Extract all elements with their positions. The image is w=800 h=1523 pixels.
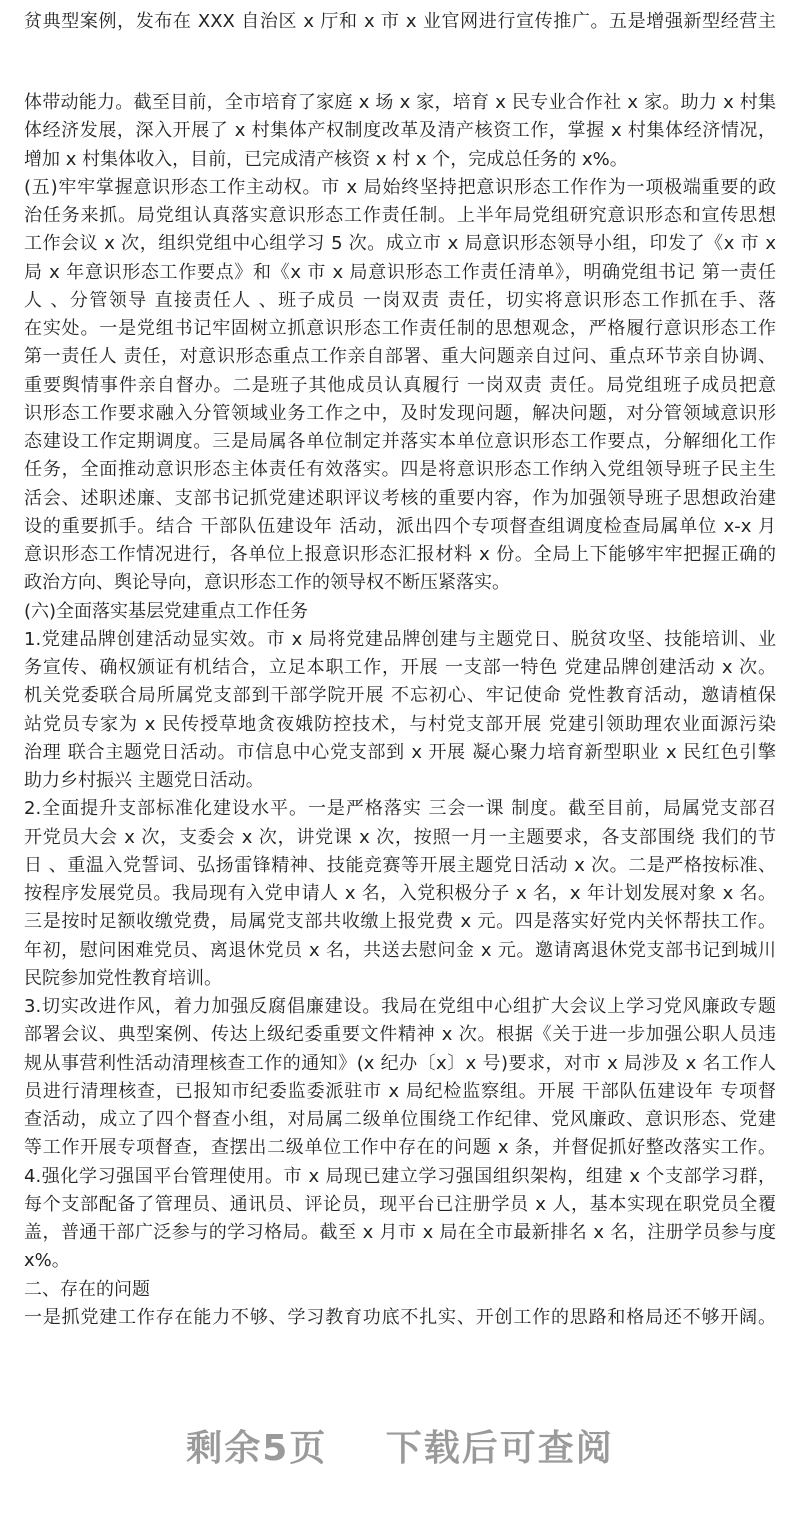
text-line: 体带动能力。截至目前，全市培育了家庭 x 场 x 家，培育 x 民专业合作社 x 家。助力 x 村集 xyxy=(24,92,776,113)
text-line: 识形态工作要求融入分管领域业务工作之中，及时发现问题，解决问题，对分管领域意识形 xyxy=(24,402,776,424)
download-prompt[interactable] xyxy=(0,1420,800,1471)
document-text-block-2 xyxy=(24,89,776,1332)
text-line: 1.党建品牌创建活动显实效。市 x 局将党建品牌创建与主题党日、脱贫攻坚、技能培训、业 xyxy=(24,628,776,650)
text-line: 体经济发展，深入开展了 x 村集体产权制度改革及清产核资工作，掌握 x 村集体经济情况， xyxy=(24,120,776,142)
text-line: 按程序发展党员。我局现有入党申请人 x 名，入党积极分子 x 名，x 年计划发展对象 x 名。 xyxy=(24,883,776,904)
text-line: 态建设工作定期调度。三是局属各单位制定并落实本单位意识形态工作要点，分解细化工作 xyxy=(24,431,776,452)
text-line: 民院参加党性教育培训。 xyxy=(24,967,222,989)
text-line: 年初，慰问困难党员、离退休党员 x 名，共送去慰问金 x 元。邀请离退休党支部书记到城川 xyxy=(24,939,776,961)
text-line: 查活动，成立了四个督查小组，对局属二级单位围绕工作纪律、党风廉政、意识形态、党建 xyxy=(24,1109,776,1130)
text-line: 每个支部配备了管理员、通讯员、评论员，现平台已注册学员 x 人，基本实现在职党员全覆 xyxy=(24,1193,776,1215)
text-line: 三是按时足额收缴党费，局属党支部共收缴上报党费 x 元。四是落实好党内关怀帮扶工作。 xyxy=(24,911,776,933)
text-line: 盖，普通干部广泛参与的学习格局。截至 x 月市 x 局在全市最新排名 x 名，注册学员参与度 xyxy=(24,1222,776,1243)
text-line: 局 x 年意识形态工作要点》和《x 市 x 局意识形态工作责任清单》，明确党组书记 第一责任 xyxy=(24,261,776,283)
text-line: 治任务来抓。局党组认真落实意识形态工作责任制。上半年局党组研究意识形态和宣传思想 xyxy=(24,205,776,226)
text-line: 政治方向、舆论导向，意识形态工作的领导权不断压紧落实。 xyxy=(24,572,510,594)
remaining-pages-label: 剩余5页 xyxy=(186,1428,328,1469)
text-line: 3.切实改进作风，着力加强反腐倡廉建设。我局在党组中心组扩大会议上学习党风廉政专题 xyxy=(24,996,776,1017)
download-to-view-label[interactable]: 下载后可查阅 xyxy=(385,1428,614,1469)
text-line: 等工作开展专项督查，查摆出二级单位工作中存在的问题 x 条，并督促抓好整改落实工作。 xyxy=(24,1137,776,1159)
text-line: 贫典型案例，发布在 XXX 自治区 x 厅和 x 市 x 业官网进行宣传推广。五是增强新型经营主 xyxy=(24,11,776,32)
text-line: 二、存在的问题 xyxy=(24,1278,150,1300)
text-line: 机关党委联合局所属党支部到干部学院开展 不忘初心、牢记使命 党性教育活动，邀请植保 xyxy=(24,685,776,707)
text-line: (六)全面落实基层党建重点工作任务 xyxy=(24,600,309,622)
text-line: 助力乡村振兴 主题党日活动。 xyxy=(24,770,264,791)
text-line: 站党员专家为 x 民传授草地贪夜娥防控技术，与村党支部开展 党建引领助理农业面源污染 xyxy=(24,713,776,735)
text-line: 设的重要抓手。结合 干部队伍建设年 活动，派出四个专项督查组调度检查局属单位 x-x 月 xyxy=(24,515,776,537)
text-line: 务宣传、确权颁证有机结合，立足本职工作，开展 一支部一特色 党建品牌创建活动 x 次。 xyxy=(24,657,776,678)
text-line: 员进行清理核查，已报知市纪委监委派驻市 x 局纪检监察组。开展 干部队伍建设年 专项督 xyxy=(24,1080,776,1102)
text-line: 2.全面提升支部标准化建设水平。一是严格落实 三会一课 制度。截至目前，局属党支部召 xyxy=(24,798,776,820)
text-line: (五)牢牢掌握意识形态工作主动权。市 x 局始终坚持把意识形态工作作为一项极端重要的政 xyxy=(24,176,776,198)
text-line: 工作会议 x 次，组织党组中心组学习 5 次。成立市 x 局意识形态领导小组，印发了《x 市 x xyxy=(24,233,776,255)
text-line: 任务，全面推动意识形态主体责任有效落实。四是将意识形态工作纳入党组领导班子民主生 xyxy=(24,459,776,481)
text-line: 部署会议、典型案例、传达上级纪委重要文件精神 x 次。根据《关于进一步加强公职人员违 xyxy=(24,1024,776,1046)
text-line: 活会、述职述廉、支部书记抓党建述职评议考核的重要内容，作为加强领导班子思想政治建 xyxy=(24,487,776,509)
text-line: 规从事营利性活动清理核查工作的通知》(x 纪办〔x〕x 号)要求，对市 x 局涉及 x 名工作人 xyxy=(24,1052,776,1074)
text-line: 开党员大会 x 次，支委会 x 次，讲党课 x 次，按照一月一主题要求，各支部围绕 我们的节 xyxy=(24,826,776,848)
text-line: 治理 联合主题党日活动。市信息中心党支部到 x 开展 凝心聚力培育新型职业 x 民红色引擎 xyxy=(24,741,776,763)
document-text-block-1 xyxy=(24,8,776,36)
text-line: 重要舆情事件亲自督办。二是班子其他成员认真履行 一岗双责 责任。局党组班子成员把意 xyxy=(24,374,776,396)
text-line: 增加 x 村集体收入，目前，已完成清产核资 x 村 x 个，完成总任务的 x%。 xyxy=(24,148,628,170)
text-line: 第一责任人 责任，对意识形态重点工作亲自部署、重大问题亲自过问、重点环节亲自协调、 xyxy=(24,346,776,368)
text-line: 人 、分管领导 直接责任人 、班子成员 一岗双责 责任，切实将意识形态工作抓在手、落 xyxy=(24,289,776,311)
text-line: x%。 xyxy=(24,1250,70,1272)
text-line: 4.强化学习强国平台管理使用。市 x 局现已建立学习强国组织架构，组建 x 个支部学习群， xyxy=(24,1165,776,1187)
text-line: 在实处。一是党组书记牢固树立抓意识形态工作责任制的思想观念，严格履行意识形态工作 xyxy=(24,318,776,339)
text-line: 一是抓党建工作存在能力不够、学习教育功底不扎实、开创工作的思路和格局还不够开阔。 xyxy=(24,1306,776,1328)
text-line: 日 、重温入党誓词、弘扬雷锋精神、技能竞赛等开展主题党日活动 x 次。二是严格按标准、 xyxy=(24,854,776,876)
text-line: 意识形态工作情况进行，各单位上报意识形态汇报材料 x 份。全局上下能够牢牢把握正确的 xyxy=(24,544,776,565)
